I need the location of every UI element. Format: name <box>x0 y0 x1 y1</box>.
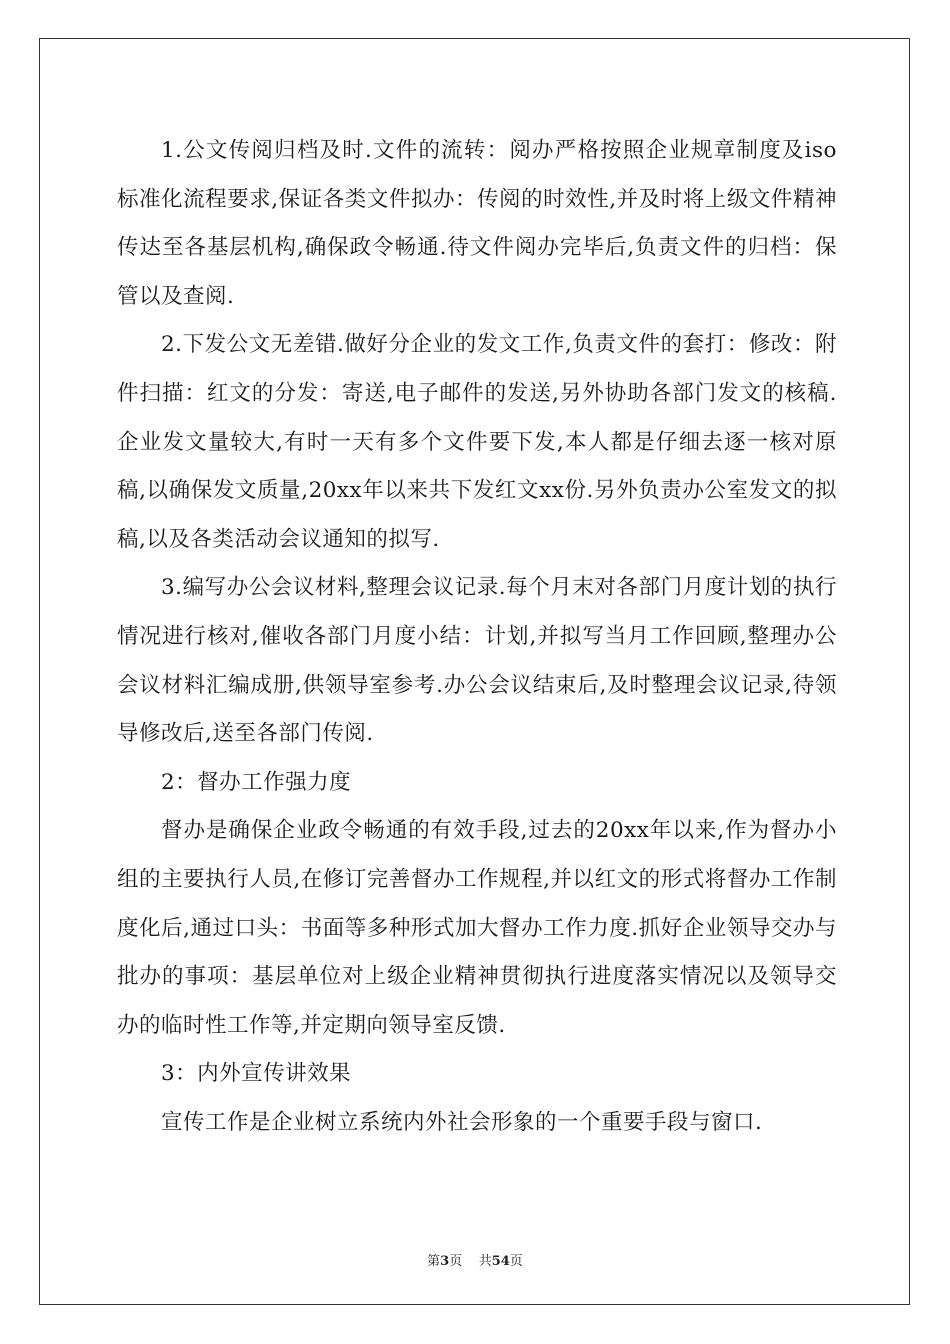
document-body <box>117 127 837 1147</box>
paragraph-item-1: 1.公文传阅归档及时.文件的流转：阅办严格按照企业规章制度及iso标准化流程要求,保证各类文件拟办：传阅的时效性,并及时将上级文件精神传达至各基层机构,确保政令畅通.待文件阅办完毕后,负责文件的归档：保管以及查阅. <box>117 138 837 309</box>
footer-total-suffix: 页 <box>509 1254 523 1269</box>
footer-page-prefix: 第 <box>427 1254 441 1269</box>
footer-page-suffix: 页 <box>449 1254 463 1269</box>
paragraph-publicity: 宣传工作是企业树立系统内外社会形象的一个重要手段与窗口. <box>161 1109 763 1135</box>
paragraph-supervision: 督办是确保企业政令畅通的有效手段,过去的20xx年以来,作为督办小组的主要执行人员,在修订完善督办工作规程,并以红文的形式将督办工作制度化后,通过口头：书面等多种形式加大督办工作力度.抓好企业领导交办与批办的事项：基层单位对上级企业精神贯彻执行进度落实情况以及领导交办的临时性工作等,并定期向领导室反馈. <box>117 818 837 1038</box>
section-heading-publicity: 3：内外宣传讲效果 <box>161 1061 352 1087</box>
footer-page-number: 3 <box>440 1254 450 1269</box>
footer-total-pages: 54 <box>491 1254 510 1269</box>
section-heading-supervision: 2：督办工作强力度 <box>161 769 352 795</box>
paragraph-item-2: 2.下发公文无差错.做好分企业的发文工作,负责文件的套打：修改：附件扫描：红文的分发：寄送,电子邮件的发送,另外协助各部门发文的核稿.企业发文量较大,有时一天有多个文件要下发,本人都是仔细去逐一核对原稿,以确保发文质量,20xx年以来共下发红文xx份.另外负责办公室发文的拟稿,以及各类活动会议通知的拟写. <box>117 332 837 552</box>
paragraph-item-3: 3.编写办公会议材料,整理会议记录.每个月末对各部门月度计划的执行情况进行核对,催收各部门月度小结：计划,并拟写当月工作回顾,整理办公会议材料汇编成册,供领导室参考.办公会议结束后,及时整理会议记录,待领导修改后,送至各部门传阅. <box>117 575 837 747</box>
page-footer <box>0 1250 950 1269</box>
footer-total-prefix: 共 <box>478 1254 492 1269</box>
